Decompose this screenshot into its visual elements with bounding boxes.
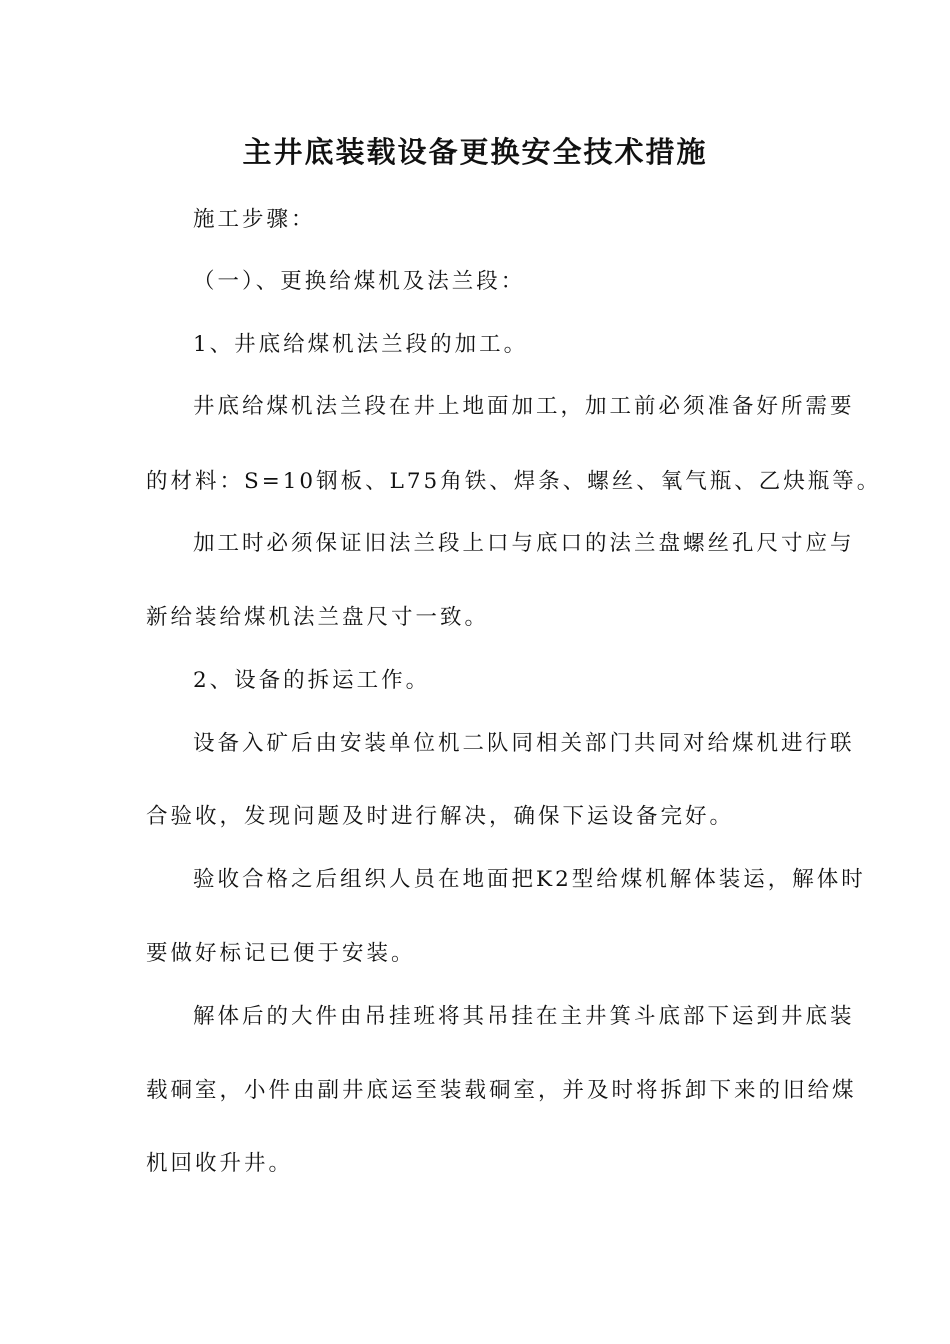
text-line: 新给装给煤机法兰盘尺寸一致。	[146, 605, 490, 630]
text-line-item-2: 2、设备的拆运工作。	[193, 668, 431, 693]
text-line: 设备入矿后由安装单位机二队同相关部门共同对给煤机进行联	[193, 731, 855, 756]
text-line: 载硐室，小件由副井底运至装载硐室，并及时将拆卸下来的旧给煤	[146, 1078, 857, 1103]
text-line-steps-heading: 施工步骤：	[193, 207, 316, 232]
text-line-section-one: （一）、更换给煤机及法兰段：	[193, 269, 526, 294]
document-title: 主井底装载设备更换安全技术措施	[242, 135, 708, 169]
text-line: 井底给煤机法兰段在井上地面加工，加工前必须准备好所需要	[193, 394, 855, 419]
text-line: 机回收升井。	[146, 1151, 294, 1176]
text-line: 验收合格之后组织人员在地面把K2型给煤机解体装运，解体时	[193, 867, 866, 892]
text-line: 合验收，发现问题及时进行解决，确保下运设备完好。	[146, 804, 735, 829]
text-line-item-1: 1、井底给煤机法兰段的加工。	[193, 332, 529, 357]
text-line: 解体后的大件由吊挂班将其吊挂在主井箕斗底部下运到井底装	[193, 1004, 855, 1029]
text-line: 的材料：S=10钢板、L75角铁、焊条、螺丝、氧气瓶、乙炔瓶等。	[146, 469, 882, 494]
text-line: 要做好标记已便于安装。	[146, 941, 416, 966]
text-line: 加工时必须保证旧法兰段上口与底口的法兰盘螺丝孔尺寸应与	[193, 531, 855, 556]
